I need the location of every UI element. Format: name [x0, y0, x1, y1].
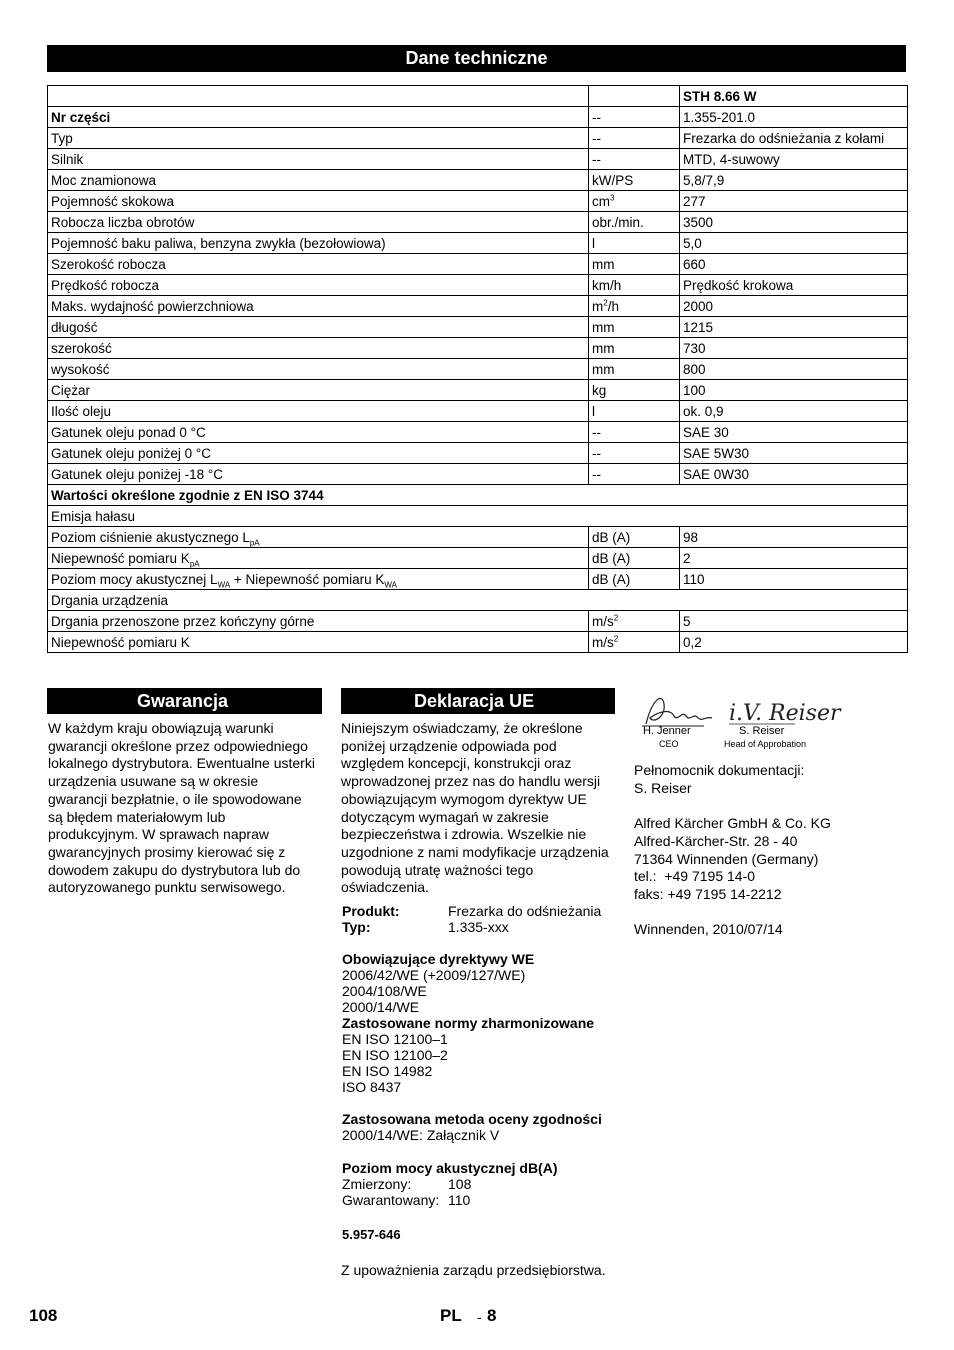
cell-text: Poziom ciśnienie akustycznego L — [51, 529, 250, 545]
text-line: gwarancji określone przez odpowiedniego — [48, 737, 308, 754]
unit-cell — [589, 527, 680, 548]
cell-text: Niepewność pomiaru K — [51, 550, 190, 566]
unit-cell — [589, 359, 680, 380]
cell-text: SAE 5W30 — [683, 445, 750, 461]
label-cell — [48, 464, 589, 485]
label-cell — [48, 548, 589, 569]
label-cell — [48, 380, 589, 401]
unit-cell — [589, 149, 680, 170]
cell-text: Pojemność baku paliwa, benzyna zwykła (bezołowiowa) — [51, 235, 386, 251]
text-line: poniżej urządzenie odpowiada pod — [341, 737, 557, 754]
label-cell — [48, 170, 589, 191]
text-line: wprowadzonej przez nas do handlu wersji — [341, 773, 601, 790]
table-row — [48, 548, 908, 569]
cell-text: Nr części — [51, 109, 111, 125]
cell-text: SAE 30 — [683, 424, 729, 440]
directive-item: 2006/42/WE (+2009/127/WE) — [342, 967, 526, 983]
footer-separator: - — [477, 1309, 482, 1325]
cell-sub: WA — [217, 580, 231, 590]
method-value: 2000/14/WE: Załącznik V — [342, 1127, 500, 1143]
cell-text: 3500 — [683, 214, 714, 230]
unit-cell — [589, 254, 680, 275]
cell-text: -- — [592, 445, 601, 461]
company-fax: faks: +49 7195 14-2212 — [634, 885, 782, 902]
doc-rep-label: Pełnomocnik dokumentacji: — [634, 762, 805, 778]
unit-cell — [589, 632, 680, 653]
cell-text: -- — [592, 424, 601, 440]
cell-text: długość — [51, 319, 98, 335]
cell-text: m/s — [592, 634, 614, 650]
unit-cell — [589, 443, 680, 464]
value-cell — [680, 443, 908, 464]
type-row — [342, 919, 509, 935]
signature-jenner-image — [640, 690, 720, 730]
table-row — [48, 527, 908, 548]
type-value: 1.335-xxx — [448, 919, 509, 935]
guaranteed-row — [342, 1192, 558, 1208]
unit-cell — [589, 128, 680, 149]
cell-text: 660 — [683, 256, 706, 272]
cell-sub: pA — [189, 559, 200, 569]
doc-rep-name: S. Reiser — [634, 779, 692, 796]
cell-text: mm — [592, 319, 615, 335]
text-line: bezpieczeństwa i zdrowia. Wszelkie nie — [341, 826, 587, 843]
value-cell — [680, 296, 908, 317]
cell-text: + Niepewność pomiaru K — [230, 571, 385, 587]
label-cell — [48, 107, 589, 128]
directives-title: Obowiązujące dyrektywy WE — [342, 951, 535, 967]
cell-text: Szerokość robocza — [51, 256, 166, 272]
signature-role-left: CEO — [659, 739, 679, 749]
guaranteed-label: Gwarantowany: — [342, 1192, 440, 1208]
cell-text: kW/PS — [592, 172, 634, 188]
cell-text: kg — [592, 382, 607, 398]
unit-cell — [589, 401, 680, 422]
authorization-text: Z upoważnienia zarządu przedsiębiorstwa. — [341, 1262, 606, 1278]
cell-text: ok. 0,9 — [683, 403, 724, 419]
value-cell — [680, 338, 908, 359]
cell-sub: pA — [249, 538, 260, 548]
table-row — [48, 233, 908, 254]
cell-text: szerokość — [51, 340, 112, 356]
cell-text: 1215 — [683, 319, 714, 335]
value-cell — [680, 527, 908, 548]
table-row-section — [48, 506, 908, 527]
cell-text: Niepewność pomiaru K — [51, 634, 190, 650]
label-cell — [48, 527, 589, 548]
cell-text: km/h — [592, 277, 622, 293]
norm-item: EN ISO 14982 — [342, 1063, 433, 1079]
table-row — [48, 128, 908, 149]
cell-text: 0,2 — [683, 634, 702, 650]
norm-item: EN ISO 12100–2 — [342, 1047, 448, 1063]
unit-cell — [589, 611, 680, 632]
text-line: względem koncepcji, konstrukcji oraz — [341, 755, 572, 772]
section-cell — [48, 485, 908, 506]
text-line: obowiązującym wymogom dyrektyw UE — [341, 790, 587, 807]
cell-text: 1.355-201.0 — [683, 109, 756, 125]
directive-item: 2004/108/WE — [342, 983, 427, 999]
cell-text: wysokość — [51, 361, 110, 377]
value-cell — [680, 359, 908, 380]
table-row — [48, 338, 908, 359]
cell-text: Drgania przenoszone przez kończyny górne — [51, 613, 315, 629]
cell-text: dB (A) — [592, 571, 631, 587]
table-row — [48, 611, 908, 632]
cell-sup: 3 — [610, 193, 615, 202]
unit-cell — [589, 212, 680, 233]
directives-block — [342, 951, 594, 1095]
cell-text: 100 — [683, 382, 706, 398]
directive-item: 2000/14/WE — [342, 999, 420, 1015]
text-line: lokalnego dystrybutora. Ewentualne usterki — [48, 755, 315, 772]
cell-text: 2 — [683, 550, 691, 566]
cell-text: 5,0 — [683, 235, 702, 251]
method-block — [342, 1111, 602, 1143]
text-line: urządzenia usuwane są w okresie — [48, 773, 259, 790]
label-cell — [48, 422, 589, 443]
cell-text: Moc znamionowa — [51, 172, 157, 188]
table-row — [48, 569, 908, 590]
cell-text: MTD, 4-suwowy — [683, 151, 780, 167]
cell-text: 5 — [683, 613, 691, 629]
value-cell — [680, 254, 908, 275]
table-header-empty — [48, 86, 589, 107]
cell-text: 5,8/7,9 — [683, 172, 725, 188]
label-cell — [48, 338, 589, 359]
table-row — [48, 149, 908, 170]
cell-text: -- — [592, 130, 601, 146]
section-title-warranty: Gwarancja — [47, 688, 322, 714]
table-row — [48, 359, 908, 380]
signature-name-right: S. Reiser — [739, 725, 785, 737]
text-line: dowodem zakupu do dystrybutora lub do — [48, 861, 301, 878]
label-cell — [48, 632, 589, 653]
text-line: autoryzowanego punktu serwisowego. — [48, 879, 286, 896]
value-cell — [680, 170, 908, 191]
label-cell — [48, 149, 589, 170]
cell-text: 110 — [683, 571, 705, 587]
cell-text: Frezarka do odśnieżania z kołami — [683, 130, 885, 146]
cell-text: -- — [592, 109, 601, 125]
cell-text: -- — [592, 466, 601, 482]
cell-text: 730 — [683, 340, 706, 356]
norm-item: ISO 8437 — [342, 1079, 402, 1095]
value-cell — [680, 569, 908, 590]
cell-text: 277 — [683, 193, 706, 209]
value-cell — [680, 380, 908, 401]
model-header: STH 8.66 W — [680, 86, 908, 107]
value-cell — [680, 548, 908, 569]
cell-text: Wartości określone zgodnie z EN ISO 3744 — [51, 487, 324, 503]
label-cell — [48, 275, 589, 296]
text-line: uzgodnione z nami modyfikacje urządzenia — [341, 843, 609, 860]
company-city: 71364 Winnenden (Germany) — [634, 850, 819, 867]
sound-title: Poziom mocy akustycznej dB(A) — [342, 1160, 558, 1176]
value-cell — [680, 464, 908, 485]
unit-cell — [589, 107, 680, 128]
table-row — [48, 401, 908, 422]
value-cell — [680, 128, 908, 149]
label-cell — [48, 254, 589, 275]
unit-cell — [589, 548, 680, 569]
value-cell — [680, 149, 908, 170]
cell-text: dB (A) — [592, 550, 631, 566]
unit-cell — [589, 275, 680, 296]
value-cell — [680, 233, 908, 254]
cell-sub: WA — [384, 580, 397, 590]
table-row — [48, 380, 908, 401]
type-label: Typ: — [342, 919, 371, 935]
label-cell — [48, 401, 589, 422]
cell-text: Ciężar — [51, 382, 91, 398]
cell-text: 800 — [683, 361, 706, 377]
unit-cell — [589, 380, 680, 401]
label-cell — [48, 296, 589, 317]
value-cell — [680, 317, 908, 338]
cell-sup: 2 — [613, 634, 619, 643]
unit-cell — [589, 296, 680, 317]
cell-text: mm — [592, 340, 615, 356]
product-label: Produkt: — [342, 903, 400, 919]
label-cell — [48, 212, 589, 233]
table-row — [48, 296, 908, 317]
value-cell — [680, 422, 908, 443]
table-row — [48, 191, 908, 212]
measured-value: 108 — [448, 1176, 472, 1192]
method-title: Zastosowana metoda oceny zgodności — [342, 1111, 602, 1127]
cell-text: SAE 0W30 — [683, 466, 750, 482]
unit-cell — [589, 191, 680, 212]
text-line: są błędem materiałowym lub — [48, 808, 226, 825]
cell-text: Prędkość krokowa — [683, 277, 794, 293]
cell-text: l — [592, 235, 595, 251]
norms-title: Zastosowane normy zharmonizowane — [342, 1015, 595, 1031]
label-cell — [48, 359, 589, 380]
text-line: dotyczącym wymagań w zakresie — [341, 808, 549, 825]
warranty-text — [48, 720, 323, 897]
cell-text: Robocza liczba obrotów — [51, 214, 195, 230]
doc-number: 5.957-646 — [342, 1227, 401, 1242]
footer-local-page: 8 — [487, 1306, 497, 1325]
label-cell — [48, 191, 589, 212]
value-cell — [680, 212, 908, 233]
product-value: Frezarka do odśnieżania — [448, 903, 602, 919]
cell-text: Gatunek oleju poniżej -18 °C — [51, 466, 223, 482]
declaration-intro — [341, 720, 621, 897]
cell-text: Emisja hałasu — [51, 508, 136, 524]
guaranteed-value: 110 — [448, 1192, 471, 1208]
measured-label: Zmierzony: — [342, 1176, 412, 1192]
label-cell — [48, 233, 589, 254]
technical-data-table — [47, 85, 908, 653]
cell-text: mm — [592, 256, 615, 272]
table-row — [48, 107, 908, 128]
cell-text: 2000 — [683, 298, 714, 314]
company-name: Alfred Kärcher GmbH & Co. KG — [634, 815, 831, 832]
section-cell — [48, 506, 908, 527]
table-row — [48, 632, 908, 653]
table-row — [48, 170, 908, 191]
table-row — [48, 422, 908, 443]
text-line: Niniejszym oświadczamy, że określone — [341, 720, 583, 736]
value-cell — [680, 275, 908, 296]
text-line: W każdym kraju obowiązują warunki — [48, 720, 274, 736]
text-line: oświadczenia. — [341, 879, 429, 896]
cell-text: 98 — [683, 529, 699, 545]
section-title-declaration: Deklaracja UE — [341, 688, 615, 714]
label-cell — [48, 569, 589, 590]
table-row-section — [48, 590, 908, 611]
cell-text: Prędkość robocza — [51, 277, 160, 293]
company-street: Alfred-Kärcher-Str. 28 - 40 — [634, 832, 798, 849]
sound-block — [342, 1160, 558, 1208]
table-row-section — [48, 485, 908, 506]
unit-cell — [589, 233, 680, 254]
cell-text: obr./min. — [592, 214, 644, 230]
cell-text: Gatunek oleju poniżej 0 °C — [51, 445, 211, 461]
table-row — [48, 275, 908, 296]
company-tel: tel.: +49 7195 14-0 — [634, 868, 756, 885]
product-row — [342, 903, 601, 919]
label-cell — [48, 443, 589, 464]
value-cell — [680, 611, 908, 632]
cell-text: Poziom mocy akustycznej L — [51, 571, 218, 587]
unit-cell — [589, 569, 680, 590]
label-cell — [48, 317, 589, 338]
unit-cell — [589, 170, 680, 191]
cell-text: Pojemność skokowa — [51, 193, 175, 209]
unit-cell — [589, 338, 680, 359]
cell-text: Silnik — [51, 151, 84, 167]
measured-row — [342, 1176, 558, 1192]
section-title-technical-data: Dane techniczne — [47, 45, 906, 72]
cell-text: Gatunek oleju ponad 0 °C — [51, 424, 206, 440]
label-cell — [48, 128, 589, 149]
signature-reiser-image — [727, 694, 841, 728]
unit-cell — [589, 317, 680, 338]
cell-sup: 2 — [613, 613, 619, 622]
table-header-empty — [589, 86, 680, 107]
signature-role-right: Head of Approbation — [724, 739, 807, 749]
cell-text: Ilość oleju — [51, 403, 112, 419]
cell-text: Typ — [51, 130, 73, 146]
company-block — [634, 762, 914, 939]
norm-item: EN ISO 12100–1 — [342, 1031, 448, 1047]
cell-text: m — [592, 298, 604, 314]
cell-text: dB (A) — [592, 529, 631, 545]
value-cell — [680, 107, 908, 128]
cell-text: cm — [592, 193, 610, 209]
label-cell — [48, 611, 589, 632]
table-row — [48, 443, 908, 464]
section-cell — [48, 590, 908, 611]
value-cell — [680, 191, 908, 212]
footer-language: PL — [440, 1306, 462, 1325]
signature-reiser-text: i.V. Reiser — [729, 701, 841, 726]
place-date: Winnenden, 2010/07/14 — [634, 921, 783, 938]
cell-text: l — [592, 403, 595, 419]
cell-text: Maks. wydajność powierzchniowa — [51, 298, 254, 314]
cell-text: Drgania urządzenia — [51, 592, 169, 608]
cell-text: m/s — [592, 613, 614, 629]
page-number: 108 — [29, 1306, 58, 1325]
value-cell — [680, 632, 908, 653]
table-header-row — [48, 86, 908, 107]
table-row — [48, 317, 908, 338]
text-line: powodują utratę ważności tego — [341, 861, 534, 878]
text-line: gwarancji bezpłatnie, o ile spowodowane — [48, 790, 302, 807]
signature-name-left: H. Jenner — [643, 725, 691, 737]
unit-cell — [589, 422, 680, 443]
text-line: gwarancyjnych prosimy kierować się z — [48, 843, 286, 860]
text-line: produkcyjnym. W sprawach napraw — [48, 826, 269, 843]
table-row — [48, 464, 908, 485]
table-row — [48, 254, 908, 275]
cell-text: -- — [592, 151, 601, 167]
cell-text: /h — [607, 298, 619, 314]
value-cell — [680, 401, 908, 422]
table-row — [48, 212, 908, 233]
cell-text: mm — [592, 361, 615, 377]
unit-cell — [589, 464, 680, 485]
cell-sup: 2 — [603, 298, 608, 307]
